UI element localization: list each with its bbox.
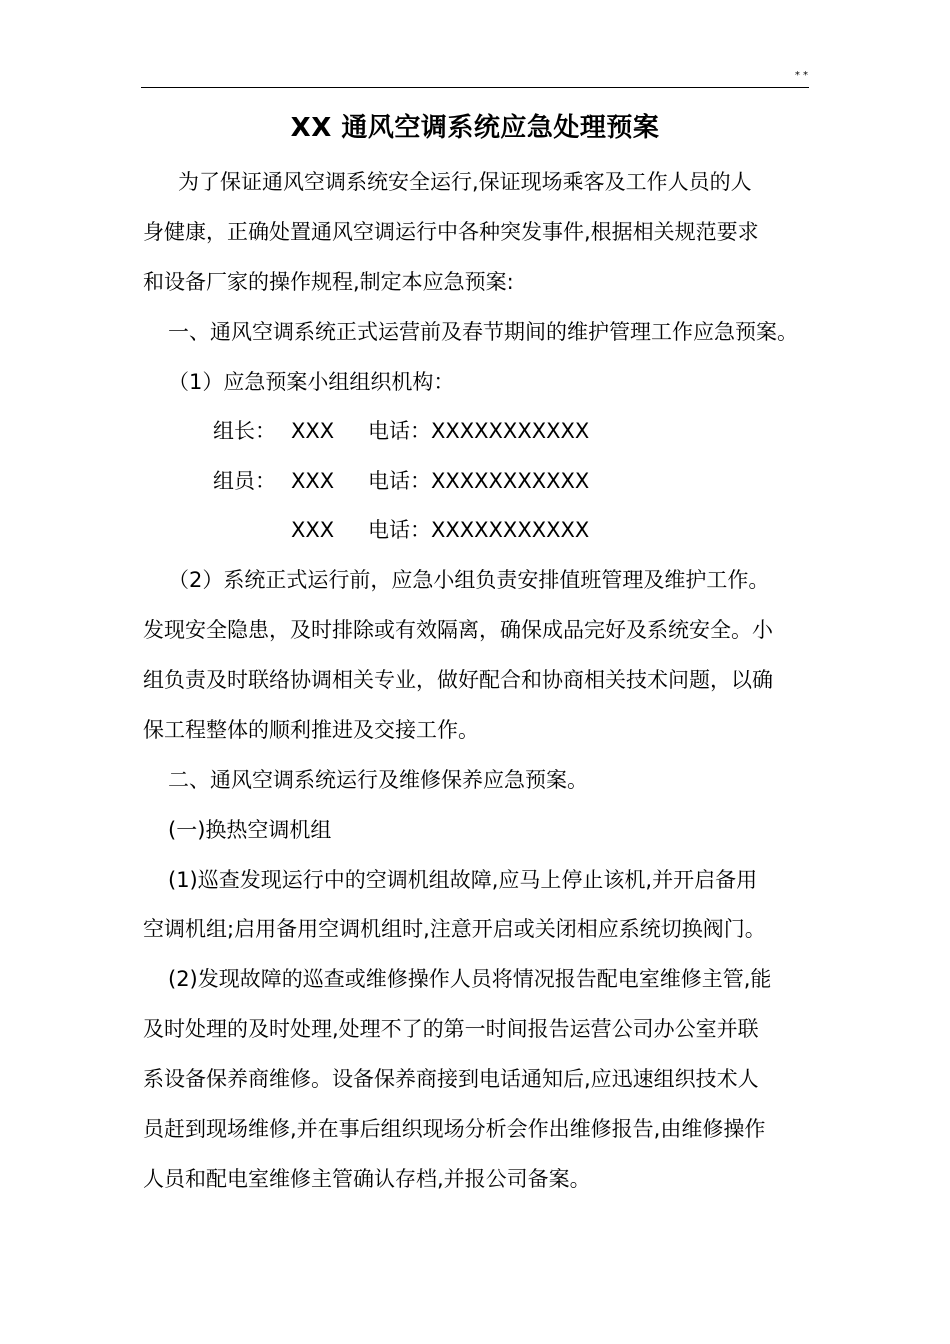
section1-sub1: （1）应急预案小组组织机构：: [168, 370, 455, 394]
intro-line-3: 和设备厂家的操作规程,制定本应急预案:: [143, 270, 514, 294]
org-name: XXX: [291, 518, 335, 542]
org-phone: 电话：XXXXXXXXXXX: [368, 518, 590, 542]
section2-heading: 二、通风空调系统运行及维修保养应急预案。: [168, 768, 588, 792]
intro-line-1: 为了保证通风空调系统安全运行,保证现场乘客及工作人员的人: [178, 170, 752, 194]
document-title: XX 通风空调系统应急处理预案: [290, 113, 660, 143]
section1-sub2-line-4: 保工程整体的顺利推进及交接工作。: [143, 718, 479, 742]
item2-line-3: 系设备保养商维修。设备保养商接到电话通知后,应迅速组织技术人: [143, 1067, 759, 1091]
item2-line-1: (2)发现故障的巡查或维修操作人员将情况报告配电室维修主管,能: [168, 967, 772, 991]
item2-line-5: 人员和配电室维修主管确认存档,并报公司备案。: [143, 1167, 591, 1191]
item2-line-4: 员赶到现场维修,并在事后组织现场分析会作出维修报告,由维修操作: [143, 1117, 766, 1141]
header-rule: [141, 87, 809, 88]
section1-sub2-line-2: 发现安全隐患，及时排除或有效隔离，确保成品完好及系统安全。小: [143, 618, 773, 642]
org-row-member-1: [213, 466, 589, 496]
item2-line-2: 及时处理的及时处理,处理不了的第一时间报告运营公司办公室并联: [143, 1017, 759, 1041]
item1-line-2: 空调机组;启用备用空调机组时,注意开启或关闭相应系统切换阀门。: [143, 917, 766, 941]
section1-sub2-line-1: （2）系统正式运行前，应急小组负责安排值班管理及维护工作。: [168, 568, 770, 592]
org-role: 组长：: [213, 419, 276, 443]
org-row-member-2: [213, 515, 589, 545]
intro-line-2: 身健康，正确处置通风空调运行中各种突发事件,根据相关规范要求: [143, 220, 759, 244]
item1-line-1: (1)巡查发现运行中的空调机组故障,应马上停止该机,并开启备用: [168, 868, 758, 892]
header-mark: * *: [794, 70, 808, 81]
org-row-leader: [213, 416, 589, 446]
section1-sub2-line-3: 组负责及时联络协调相关专业，做好配合和协商相关技术问题，以确: [143, 668, 773, 692]
section2-sub-heading: (一)换热空调机组: [168, 818, 332, 842]
section1-heading: 一、通风空调系统正式运营前及春节期间的维护管理工作应急预案。: [168, 320, 798, 344]
org-phone: 电话：XXXXXXXXXXX: [368, 469, 590, 493]
org-role: 组员：: [213, 469, 276, 493]
org-name: XXX: [291, 419, 335, 443]
org-name: XXX: [291, 469, 335, 493]
org-phone: 电话：XXXXXXXXXXX: [368, 419, 590, 443]
